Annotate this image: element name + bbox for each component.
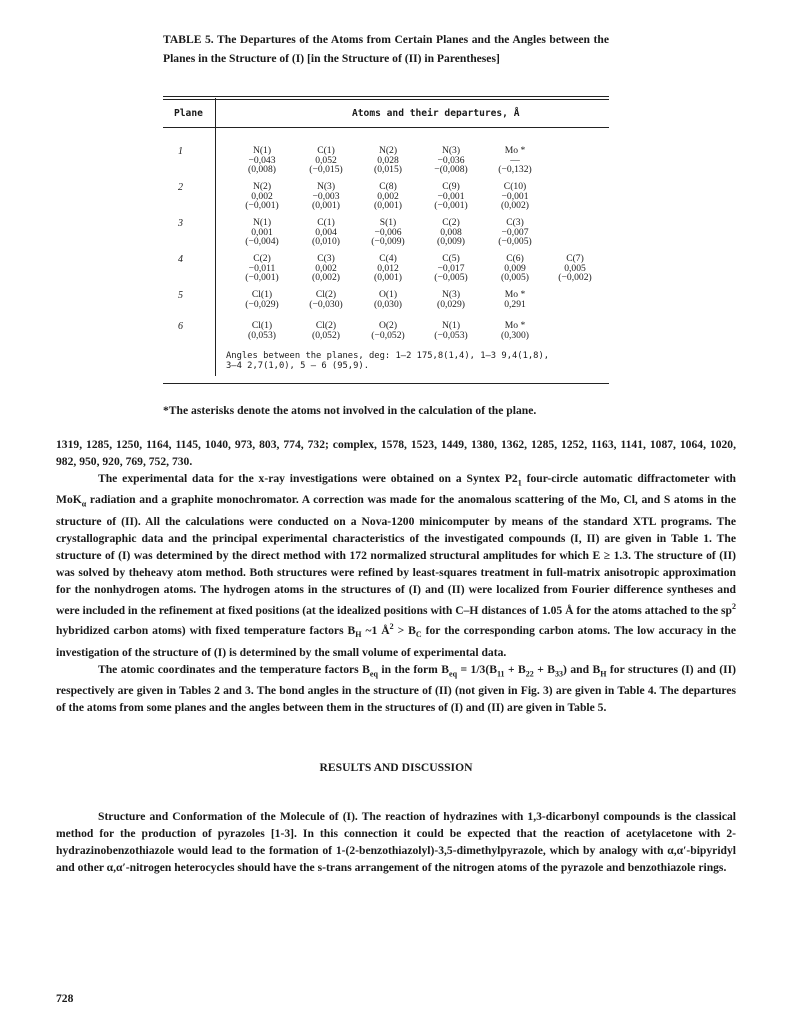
- atom-departure-cell: [296, 182, 356, 211]
- atom-departure-cell: [232, 321, 292, 340]
- table-bottom-rule: [163, 383, 609, 384]
- atom-label: C(7): [566, 253, 584, 264]
- departure-value: (0,053): [248, 329, 276, 341]
- atom-departure-cell: [296, 254, 356, 283]
- departure-value: (−0,132): [498, 164, 532, 175]
- atom-label: Cl(1): [251, 289, 273, 300]
- atom-departure-cell: [358, 218, 418, 247]
- atom-departure-cell: [545, 254, 605, 283]
- atom-label: C(8): [379, 181, 397, 192]
- paragraph-structure-conformation: Structure and Conformation of the Molecule of (I). The reaction of hydrazines with 1,3-dicarbonyl compounds is the classical method for the production of pyrazoles [1-3]. In this connection it could be expected that the reaction of acetylacetone with 2-hydrazinobenzothiazole would lead to the formation of 1-(2-benzothiazolyl)-3,5-dimethylpyrazole, which by analogy with α,α′-bipyridyl and other α,α′-nitrogen heterocycles should have the s-trans arrangement of the nitrogen atoms of the pyrazole and benzothiazole rings.: [56, 809, 736, 874]
- departure-value: −0,006: [374, 226, 402, 238]
- atom-departure-cell: [358, 290, 418, 309]
- plane-number: 4: [178, 254, 183, 265]
- departure-value: (0,005): [501, 272, 529, 283]
- atom-label: C(6): [506, 253, 524, 264]
- departure-value: (0,015): [374, 164, 402, 175]
- atom-departure-cell: [421, 321, 481, 340]
- departure-value: (0,008): [248, 164, 276, 175]
- departure-value: −(0,008): [434, 164, 468, 175]
- departure-value: 0,012: [377, 262, 399, 274]
- atom-label: N(1): [252, 217, 272, 228]
- atom-departure-cell: [358, 321, 418, 340]
- departure-value: 0,002: [251, 190, 273, 202]
- departure-value: 0,008: [440, 226, 462, 238]
- departure-value: (−0,005): [498, 236, 532, 247]
- atom-departure-cell: [296, 146, 356, 175]
- departure-value: (0,001): [312, 200, 340, 211]
- departure-value: (0,002): [501, 200, 529, 211]
- page-number: 728: [56, 992, 74, 1005]
- atom-label: O(2): [378, 320, 398, 331]
- atom-departure-cell: [485, 182, 545, 211]
- atom-label: C(2): [253, 253, 271, 264]
- angles-between-planes: [226, 351, 621, 371]
- departure-value: (−0,001): [434, 200, 468, 211]
- atom-label: C(9): [442, 181, 460, 192]
- departure-value: 0,291: [504, 298, 526, 310]
- body-text-results: [56, 796, 736, 887]
- plane-number: 1: [178, 146, 183, 157]
- atom-departure-cell: [296, 290, 356, 309]
- table-header-rule: [163, 127, 609, 128]
- departure-value: (0,052): [312, 329, 340, 341]
- atom-departure-cell: [296, 218, 356, 247]
- paragraph-coordinates: The atomic coordinates and the temperature factors $B_{eq}$ in the form $B_{eq} = 1/3(B_{11} + B_{22} + B_{33})$ and $B_H$ for structures (I) and (II) respectively are given in Tables 2 and 3. The bond angles in the structure of (II) (not given in Fig. 3) are given in Table 4. The departures of the atoms from some planes and the angles between them in the structures of (I) and (II) are given in Table 5.: [56, 662, 736, 714]
- atom-departure-cell: [232, 290, 292, 309]
- departure-value: (−0,030): [309, 298, 343, 310]
- departure-value: (0,030): [374, 298, 402, 310]
- paragraph-experimental: The experimental data for the x-ray investigations were obtained on a Syntex $P2_1$ four-circle automatic diffractometer with MoK$_\alpha$ radiation and a graphite monochromator. A correction was made for the anomalous scattering of the Mo, Cl, and S atoms in the structure of (II). All the calculations were conducted on a Nova-1200 minicomputer by means of the standard XTL programs. The crystallographic data and the principal experimental characteristics of the investigated compounds (I, II) are given in Table 1. The structure of (I) was determined by the direct method with 172 normalized structural amplitudes for which E ≥ 1.3. The structure of (II) was solved by theheavy atom method. Both structures were refined by least-squares treatment in full-matrix anisotropic approximation for the nonhydrogen atoms. The hydrogen atoms in the structures of (I) and (II) were localized from Fourier difference syntheses and were included in the refinement at fixed positions (at the idealized positions with C–H distances of 1.05 Å for the atoms attached to the $sp^2$ hybridized carbon atoms) with fixed temperature factors $B_H$ ~1 $Å^2 > B_C$ for the corresponding carbon atoms. The low accuracy in the investigation of the structure of (I) is determined by the small volume of experimental data.: [56, 472, 737, 659]
- atom-departure-cell: [232, 218, 292, 247]
- departure-value: −0,011: [248, 262, 276, 274]
- departure-value: 0,009: [504, 262, 526, 274]
- atom-departure-cell: [232, 146, 292, 175]
- plane-number: 3: [178, 218, 183, 229]
- atom-label: O(1): [378, 289, 398, 300]
- atom-label: C(2): [442, 217, 460, 228]
- run-in-heading: Structure and Conformation of the Molecule of (I).: [98, 809, 358, 823]
- atom-departure-cell: [485, 218, 545, 247]
- angles-line-2: 3—4 2,7(1,0), 5 — 6 (95,9).: [226, 361, 369, 371]
- atom-label: Mo *: [504, 320, 526, 331]
- atom-label: N(3): [441, 289, 461, 300]
- departure-value: (−0,004): [245, 236, 279, 247]
- departure-value: 0,004: [315, 226, 337, 238]
- atom-label: C(5): [442, 253, 460, 264]
- atom-departure-cell: [485, 290, 545, 309]
- departure-value: (0,300): [501, 329, 529, 341]
- departure-value: (0,002): [312, 272, 340, 283]
- departure-value: −0,001: [437, 190, 465, 202]
- atom-label: N(3): [316, 181, 336, 192]
- atom-label: N(2): [378, 145, 398, 156]
- atom-label: N(1): [252, 145, 272, 156]
- atom-departure-cell: [358, 182, 418, 211]
- atoms-column-header: Atoms and their departures, Å: [352, 108, 520, 119]
- atom-departure-cell: [421, 146, 481, 175]
- atom-label: Mo *: [504, 145, 526, 156]
- departure-value: (−0,052): [371, 329, 405, 341]
- atom-label: C(3): [317, 253, 335, 264]
- atom-label: Cl(2): [315, 320, 337, 331]
- atom-departure-cell: [232, 254, 292, 283]
- table-footnote: *The asterisks denote the atoms not involved in the calculation of the plane.: [163, 404, 537, 417]
- body-text: [56, 436, 736, 716]
- atom-departure-cell: [485, 254, 545, 283]
- atom-label: N(1): [441, 320, 461, 331]
- departure-value: 0,002: [377, 190, 399, 202]
- table-vertical-rule: [215, 98, 216, 376]
- departure-value: −0,001: [501, 190, 529, 202]
- departure-value: (−0,053): [434, 329, 468, 341]
- departure-value: −0,007: [501, 226, 529, 238]
- table-top-rule-2: [163, 99, 609, 100]
- atom-label: C(10): [503, 181, 527, 192]
- section-heading: RESULTS AND DISCUSSION: [319, 761, 473, 774]
- departure-value: −0,043: [248, 154, 276, 166]
- departure-value: (0,001): [374, 200, 402, 211]
- atom-departure-cell: [421, 218, 481, 247]
- departure-value: (−0,002): [558, 272, 592, 283]
- departure-value: (−0,015): [309, 164, 343, 175]
- atom-label: Cl(1): [251, 320, 273, 331]
- departure-value: −0,017: [437, 262, 465, 274]
- atom-departure-cell: [421, 290, 481, 309]
- departure-value: (−0,001): [245, 272, 279, 283]
- plane-number: 6: [178, 321, 183, 332]
- table-top-rule: [163, 96, 609, 97]
- departure-value: (0,001): [374, 272, 402, 283]
- departure-value: 0,001: [251, 226, 273, 238]
- atom-departure-cell: [421, 254, 481, 283]
- atom-label: N(3): [441, 145, 461, 156]
- plane-number: 5: [178, 290, 183, 301]
- departure-value: 0,028: [377, 154, 399, 166]
- departure-value: (−0,005): [434, 272, 468, 283]
- departure-value: −0,036: [437, 154, 465, 166]
- departure-value: —: [510, 154, 520, 166]
- departure-value: (−0,029): [245, 298, 279, 310]
- plane-number: 2: [178, 182, 183, 193]
- atom-departure-cell: [485, 321, 545, 340]
- plane-column-header: Plane: [174, 108, 203, 119]
- departure-value: (−0,001): [245, 200, 279, 211]
- atom-label: S(1): [379, 217, 397, 228]
- atom-label: C(3): [506, 217, 524, 228]
- atom-label: C(1): [317, 145, 335, 156]
- atom-departure-cell: [421, 182, 481, 211]
- atom-label: Cl(2): [315, 289, 337, 300]
- departure-value: (0,009): [437, 236, 465, 247]
- departure-value: (0,010): [312, 236, 340, 247]
- atom-departure-cell: [358, 254, 418, 283]
- atom-label: C(1): [317, 217, 335, 228]
- atom-departure-cell: [232, 182, 292, 211]
- table-caption: TABLE 5. The Departures of the Atoms from Certain Planes and the Angles between the Planes in the Structure of (I) [in the Structure of (II) in Parentheses]: [163, 33, 609, 65]
- departure-value: 0,052: [315, 154, 337, 166]
- paragraph-ir-continuation: 1319, 1285, 1250, 1164, 1145, 1040, 973, 803, 774, 732; complex, 1578, 1523, 1449, 1380, 1362, 1285, 1252, 1163, 1141, 1087, 1064, 1020, 982, 950, 920, 769, 752, 730.: [56, 438, 736, 468]
- atom-label: N(2): [252, 181, 272, 192]
- atom-departure-cell: [296, 321, 356, 340]
- angles-line-1: Angles between the planes, deg: 1—2 175,8(1,4), 1—3 9,4(1,8),: [226, 351, 550, 361]
- departure-value: (0,029): [437, 298, 465, 310]
- departure-value: 0,002: [315, 262, 337, 274]
- departure-value: 0,005: [564, 262, 586, 274]
- departure-value: (−0,009): [371, 236, 405, 247]
- departure-value: −0,003: [312, 190, 340, 202]
- atom-label: C(4): [379, 253, 397, 264]
- atom-departure-cell: [358, 146, 418, 175]
- atom-departure-cell: [485, 146, 545, 175]
- atom-label: Mo *: [504, 289, 526, 300]
